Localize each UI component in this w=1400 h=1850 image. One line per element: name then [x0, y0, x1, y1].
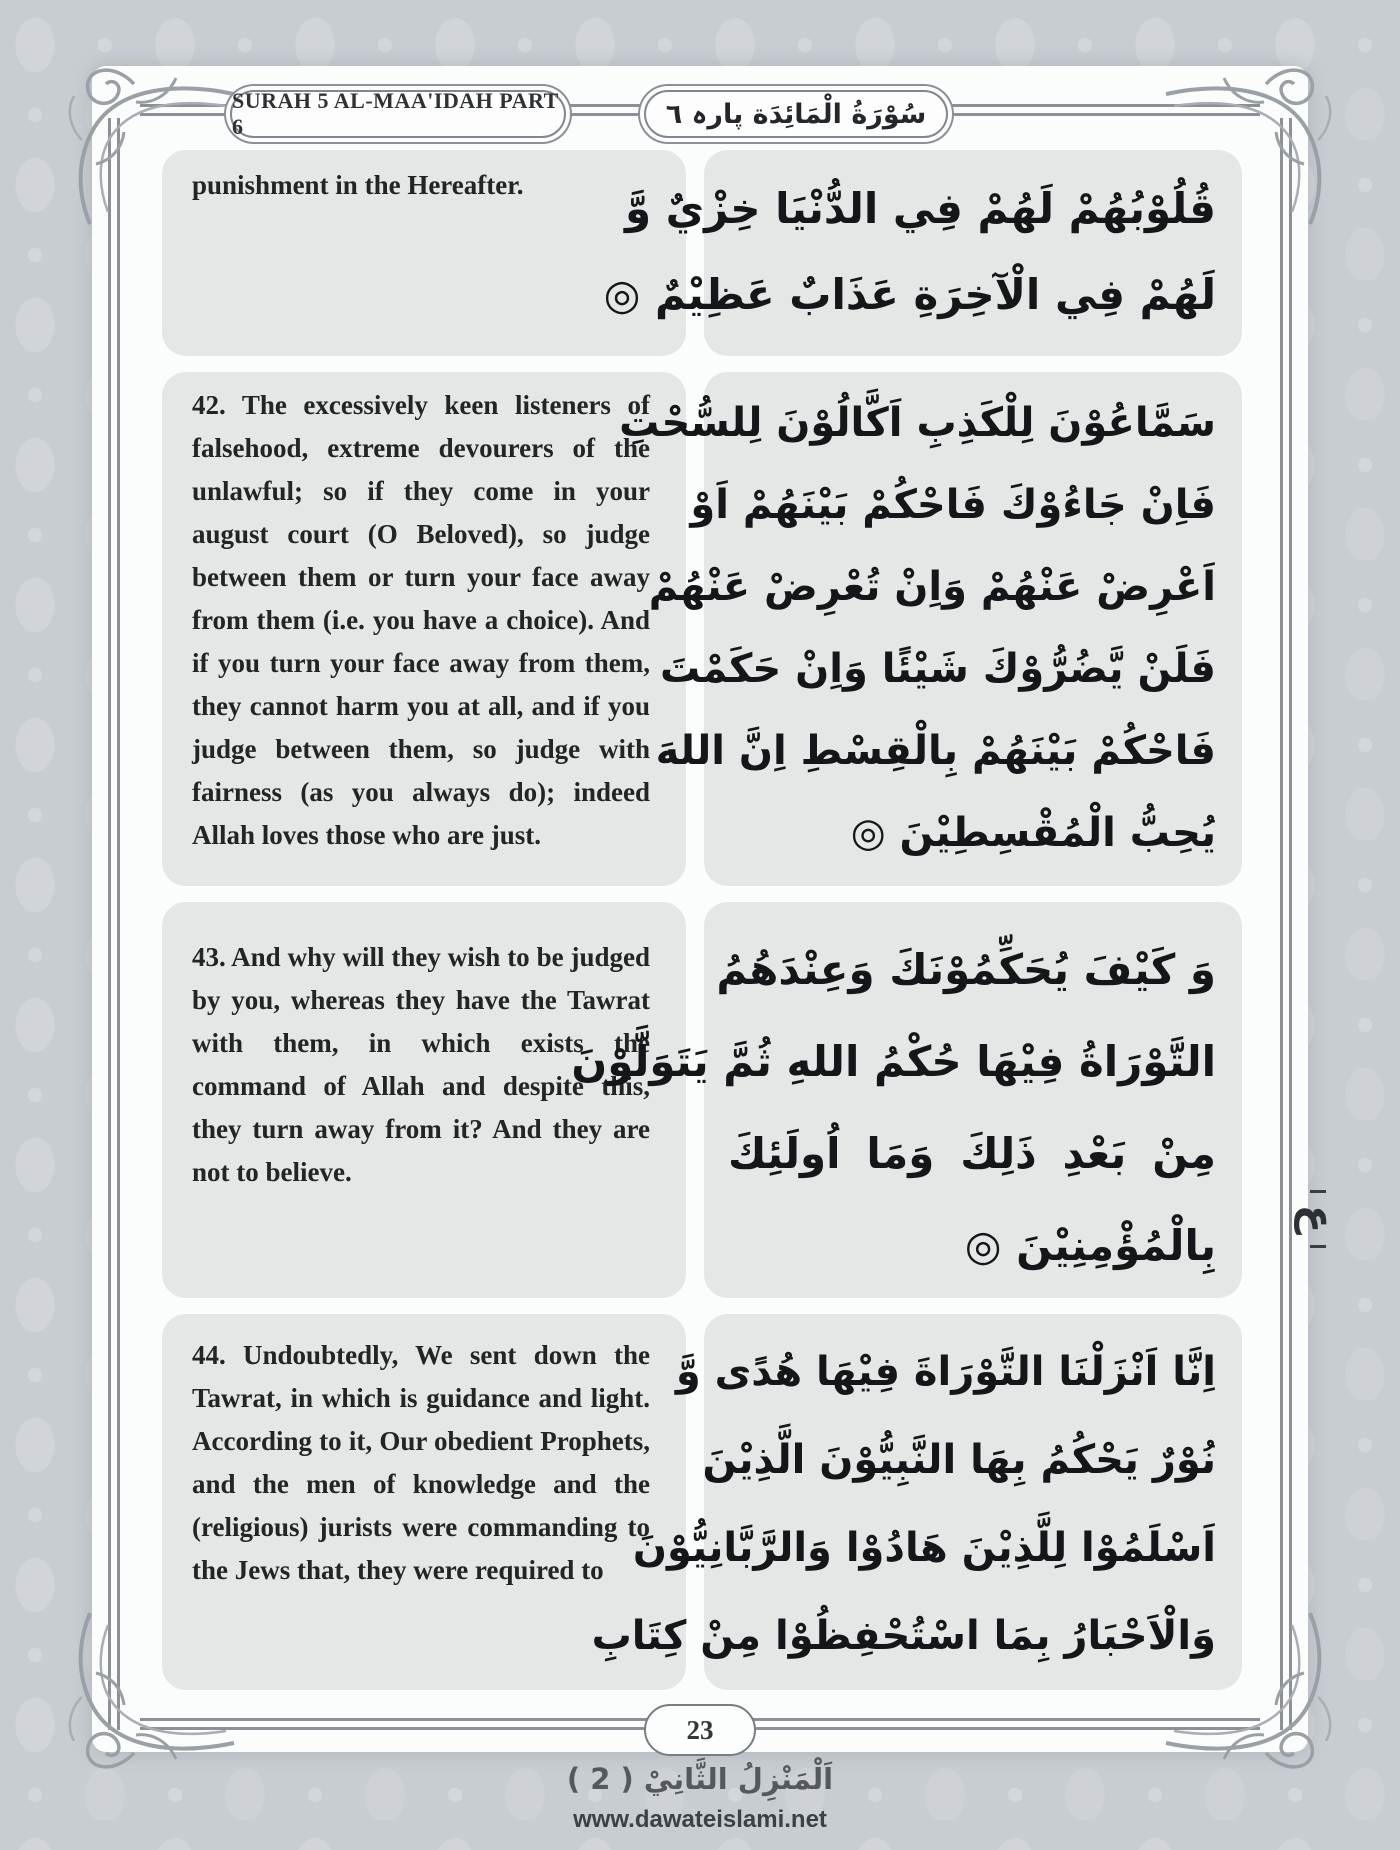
marker-tick [1310, 1245, 1326, 1248]
ruku-letter: ع [1293, 1204, 1343, 1234]
arabic-verse-line: اَسْلَمُوْا لِلَّذِيْنَ هَادُوْا وَالرَّبَّانِيُّوْنَ [632, 1525, 1216, 1571]
arabic-verse-line: بِالْمُؤْمِنِيْنَ ◎ [964, 1221, 1216, 1270]
page-number: 23 [686, 1714, 714, 1745]
frame-line-right-inner [1280, 118, 1283, 1730]
frame-line-right-outer [1289, 118, 1292, 1730]
arabic-verse-line: قُلُوْبُهُمْ لَهُمْ فِي الدُّنْيَا خِزْيٌ وَّ [624, 184, 1216, 233]
arabic-block-v43 [571, 902, 1242, 1298]
corner-flourish-icon [1159, 1608, 1344, 1793]
frame-line-left-inner [117, 118, 120, 1730]
arabic-verse-line: سَمَّاعُوْنَ لِلْكَذِبِ اَكَّالُوْنَ لِلسُّحْتِ [619, 400, 1216, 446]
translation-text-v43: 43. And why will they wish to be judged by you, whereas they have the Tawrat with them, in which exists the command of Allah and despite this, they turn away from it? And they are not to believe. [192, 942, 650, 1187]
translation-text-v44: 44. Undoubtedly, We sent down the Tawrat, in which is guidance and light. According to it, Our obedient Prophets, and the men of knowledge and the (religious) jurists were commanding to the Jews that, they were required to [192, 1340, 650, 1585]
page-number-badge [644, 1704, 756, 1756]
arabic-verse-line: فَاِنْ جَاءُوْكَ فَاحْكُمْ بَيْنَهُمْ اَوْ [690, 482, 1216, 528]
manzil-label: اَلْمَنْزِلُ الثَّانِيْ ( 2 ) [566, 1762, 834, 1796]
arabic-verse-line: نُوْرٌ يَحْكُمُ بِهَا النَّبِيُّوْنَ الَّذِيْنَ [702, 1437, 1216, 1483]
arabic-verse-line: اِنَّا اَنْزَلْنَا التَّوْرَاةَ فِيْهَا هُدًى وَّ [675, 1349, 1216, 1395]
corner-flourish-icon [56, 44, 241, 229]
website-url: www.dawateislami.net [573, 1806, 827, 1833]
arabic-verse-line: لَهُمْ فِي الْآخِرَةِ عَذَابٌ عَظِيْمٌ ◎ [603, 270, 1216, 319]
translation-text-v42: 42. The excessively keen listeners of falsehood, extreme devourers of the unlawful; so if they come in your august court (O Beloved), so judge between them or turn your face away from them (i.e. you have a choice). And if you turn your face away from them, they cannot harm you at all, and if you judge between them, so judge with fairness (as you always do); indeed Allah loves those who are just. [192, 390, 650, 850]
arabic-verse-line: اَعْرِضْ عَنْهُمْ وَاِنْ تُعْرِضْ عَنْهُمْ [648, 564, 1216, 610]
arabic-verse-line: التَّوْرَاةُ فِيْهَا حُكْمُ اللهِ ثُمَّ يَتَوَلَّوْنَ [571, 1037, 1216, 1086]
surah-title-banner-arabic [644, 90, 948, 138]
ruku-margin-marker [1293, 1186, 1343, 1252]
arabic-verse-line: فَاحْكُمْ بَيْنَهُمْ بِالْقِسْطِ اِنَّ اللهَ [655, 728, 1216, 774]
surah-title-arabic: سُوْرَةُ الْمَائِدَة پارہ ٦ [665, 98, 927, 130]
surah-title-banner-english [230, 90, 566, 138]
arabic-verse-line: وَ كَيْفَ يُحَكِّمُوْنَكَ وَعِنْدَهُمُ [716, 945, 1216, 994]
frame-line-left-outer [108, 118, 111, 1730]
arabic-verse-line: وَالْاَحْبَارُ بِمَا اسْتُحْفِظُوْا مِنْ كِتَابِ [591, 1613, 1216, 1659]
arabic-verse-line: فَلَنْ يَّضُرُّوْكَ شَيْئًا وَاِنْ حَكَمْتَ [659, 646, 1216, 692]
translation-text-v41: punishment in the Hereafter. [192, 170, 524, 200]
arabic-verse-line: يُحِبُّ الْمُقْسِطِيْنَ ◎ [850, 810, 1216, 856]
surah-title-english: SURAH 5 AL-MAA'IDAH PART 6 [232, 88, 559, 139]
corner-flourish-icon [56, 1608, 241, 1793]
translation-block-v42 [162, 372, 686, 886]
arabic-verse-line: مِنْ بَعْدِ ذَلِكَ وَمَا اُولَئِكَ [728, 1129, 1216, 1178]
corner-flourish-icon [1159, 44, 1344, 229]
arabic-block-v42 [619, 372, 1242, 886]
marker-tick [1310, 1190, 1326, 1193]
